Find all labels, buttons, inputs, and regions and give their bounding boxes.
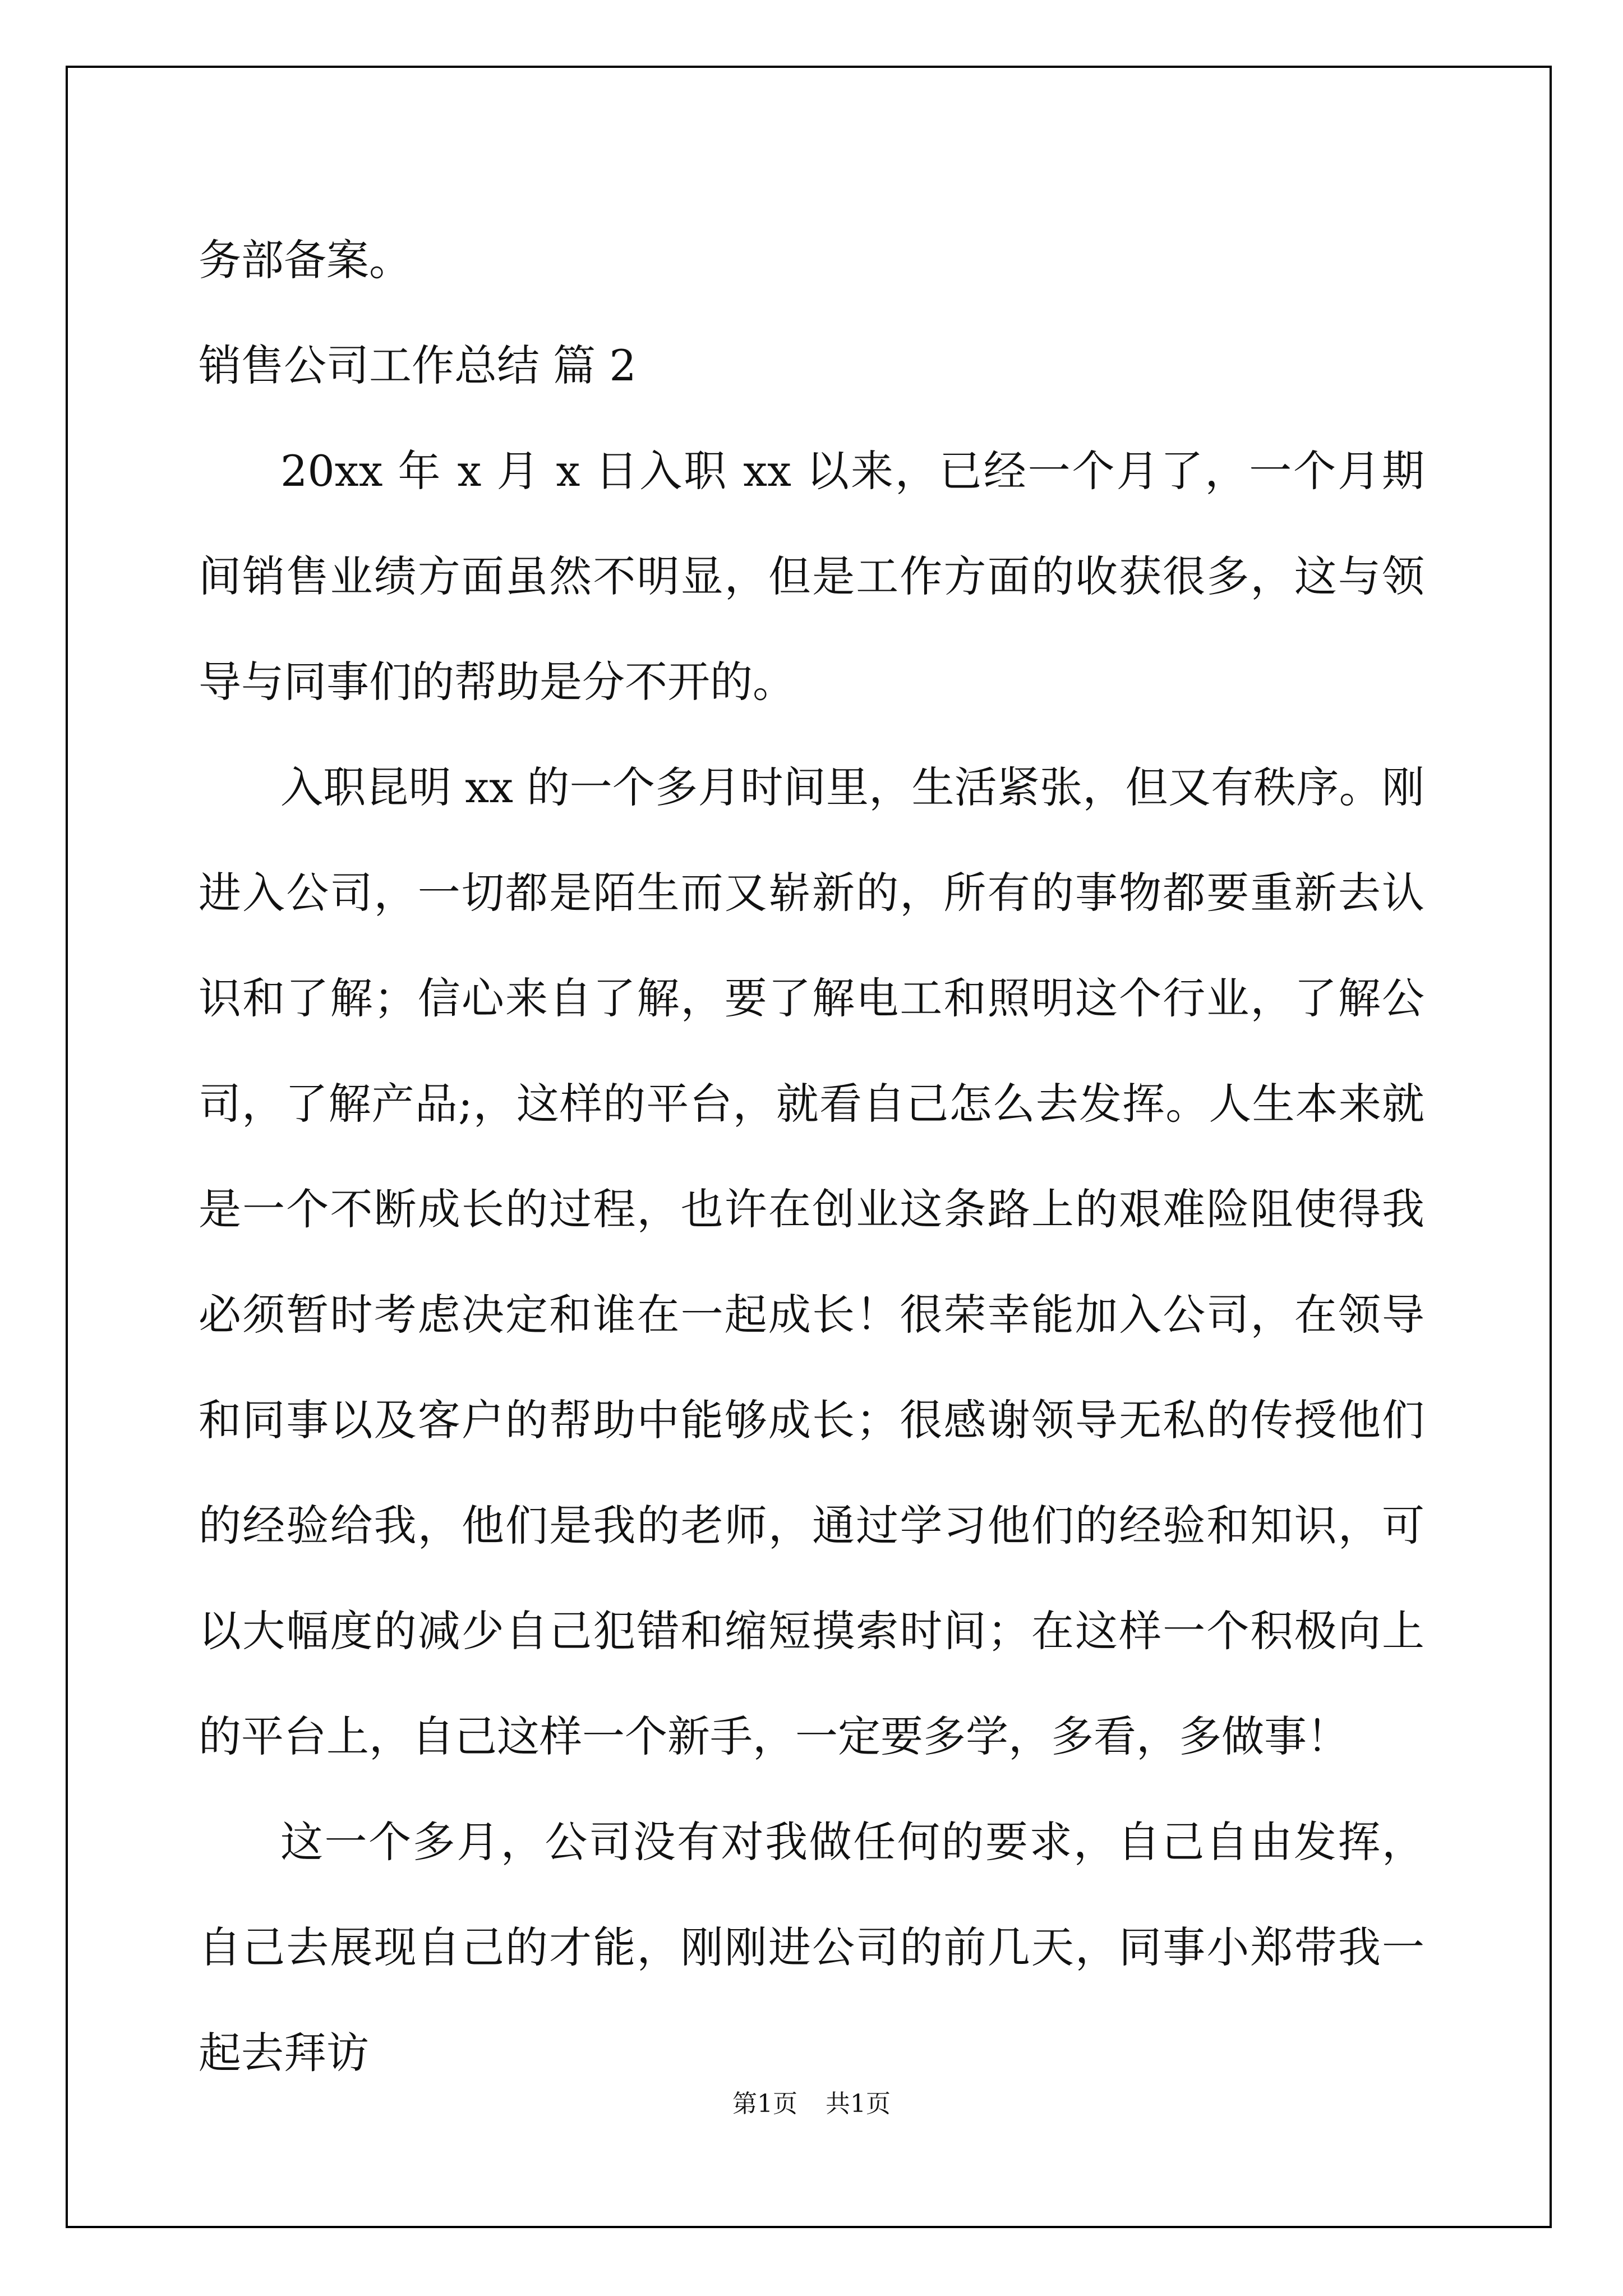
page-number: 第1页 bbox=[732, 2090, 797, 2118]
section-heading: 销售公司工作总结 篇 2 bbox=[199, 341, 637, 390]
document-body bbox=[199, 208, 1424, 2106]
page-footer bbox=[0, 2083, 1623, 2119]
paragraph-first-month: 这一个多月，公司没有对我做任何的要求，自己自由发挥，自己去展现自己的才能，刚刚进公司的前几天，同事小郑带我一起去拜访 bbox=[199, 1817, 1424, 2078]
paragraph-intro: 20xx 年 x 月 x 日入职 xx 以来，已经一个月了，一个月期间销售业绩方面虽然不明显，但是工作方面的收获很多，这与领导与同事们的帮助是分不开的。 bbox=[199, 446, 1424, 707]
page-total: 共1页 bbox=[826, 2090, 891, 2118]
paragraph-continuation: 务部备案。 bbox=[199, 235, 412, 285]
paragraph-experience: 入职昆明 xx 的一个多月时间里，生活紧张，但又有秩序。刚进入公司，一切都是陌生而又崭新的，所有的事物都要重新去认识和了解；信心来自了解，要了解电工和照明这个行业，了解公司，了解产品;，这样的平台，就看自己怎么去发挥。人生本来就是一个不断成长的过程，也许在创业这条路上的艰难险阻使得我必须暂时考虑决定和谁在一起成长！很荣幸能加入公司，在领导和同事以及客户的帮助中能够成长；很感谢领导无私的传授他们的经验给我，他们是我的老师，通过学习他们的经验和知识，可以大幅度的减少自己犯错和缩短摸索时间；在这样一个积极向上的平台上，自己这样一个新手，一定要多学，多看，多做事！ bbox=[199, 762, 1424, 1761]
